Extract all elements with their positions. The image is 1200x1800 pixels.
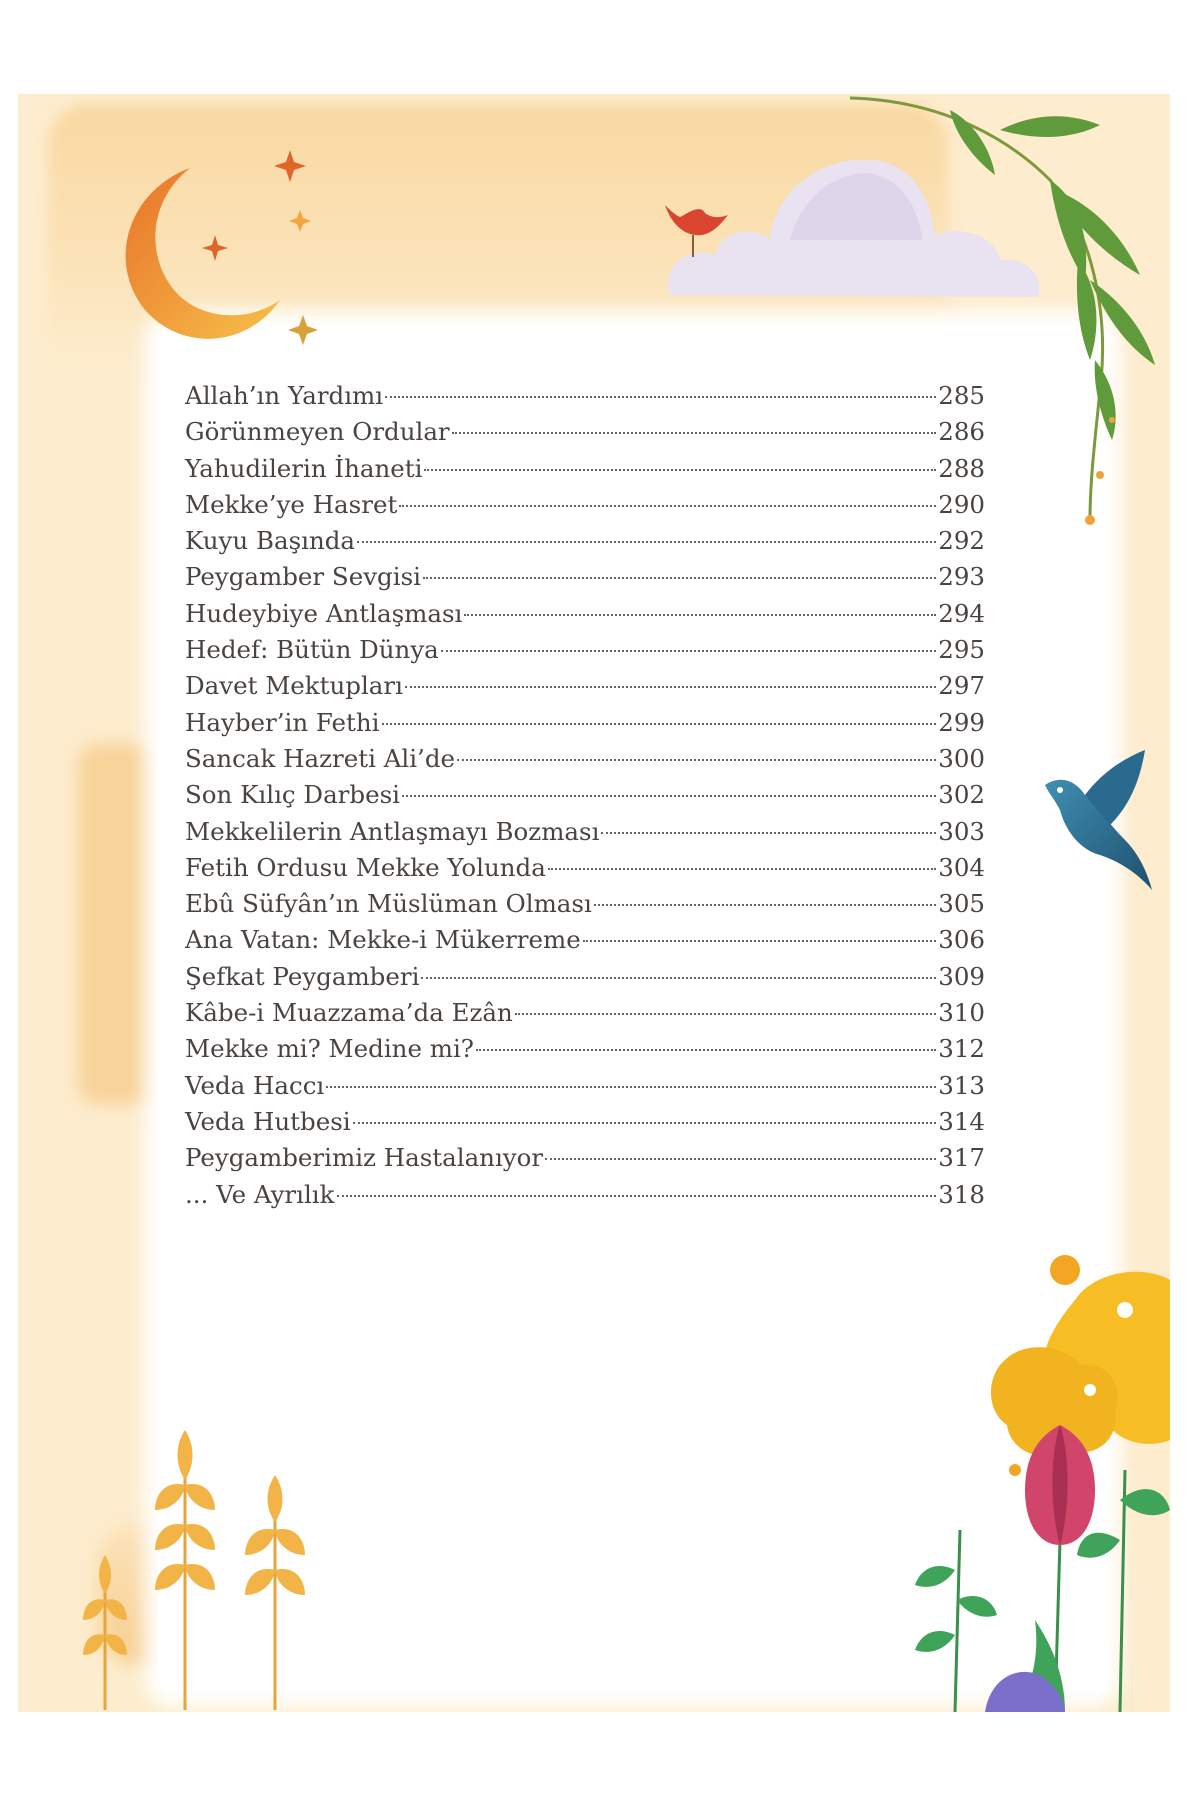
wheat-stalks-icon [75,1430,325,1710]
table-of-contents [185,378,985,1213]
toc-entry-page: 288 [938,453,985,483]
toc-entry-title: Kâbe-i Muazzama’da Ezân [185,998,513,1028]
toc-entry[interactable] [185,1140,985,1176]
toc-entry-page: 309 [938,961,985,991]
toc-entry-title: ... Ve Ayrılık [185,1179,335,1209]
toc-entry[interactable] [185,959,985,995]
toc-entry-page: 290 [938,489,985,519]
toc-entry-page: 317 [938,1143,985,1173]
toc-entry[interactable] [185,777,985,813]
toc-dot-leader [337,1195,937,1197]
toc-entry-title: Veda Hutbesi [185,1106,351,1136]
toc-dot-leader [464,614,936,616]
toc-dot-leader [382,723,937,725]
toc-dot-leader [405,686,936,688]
toc-entry[interactable] [185,995,985,1031]
toc-entry[interactable] [185,632,985,668]
toc-entry[interactable] [185,741,985,777]
toc-dot-leader [594,904,936,906]
toc-dot-leader [601,832,936,834]
toc-entry[interactable] [185,523,985,559]
watercolor-wash-left [78,744,158,1104]
toc-entry-page: 304 [938,852,985,882]
toc-dot-leader [357,541,936,543]
toc-dot-leader [583,940,937,942]
toc-entry-title: Hayber’in Fethi [185,707,380,737]
toc-entry-title: Peygamber Sevgisi [185,562,421,592]
toc-entry-page: 318 [938,1179,985,1209]
toc-entry[interactable] [185,886,985,922]
toc-entry-title: Ana Vatan: Mekke-i Mükerreme [185,925,581,955]
toc-entry[interactable] [185,668,985,704]
toc-entry-title: Mekkelilerin Antlaşmayı Bozması [185,816,600,846]
toc-entry-title: Allah’ın Yardımı [185,381,384,410]
toc-dot-leader [421,977,936,979]
toc-dot-leader [399,505,936,507]
toc-dot-leader [457,759,936,761]
toc-entry-page: 306 [938,925,985,955]
toc-dot-leader [548,868,936,870]
toc-entry-page: 295 [938,635,985,665]
toc-entry-page: 297 [938,671,985,701]
blue-bird-icon [1040,750,1155,900]
toc-entry[interactable] [185,850,985,886]
toc-entry-title: Hudeybiye Antlaşması [185,598,463,628]
toc-entry-page: 303 [938,816,985,846]
toc-dot-leader [326,1086,936,1088]
toc-entry[interactable] [185,451,985,487]
toc-dot-leader [476,1049,936,1051]
toc-dot-leader [402,795,936,797]
toc-entry-title: Hedef: Bütün Dünya [185,635,439,665]
star-icon [202,150,306,261]
toc-entry-page: 300 [938,743,985,773]
toc-entry-title: Peygamberimiz Hastalanıyor [185,1143,544,1173]
flowers-icon [915,1240,1170,1712]
toc-entry-title: Görünmeyen Ordular [185,417,450,447]
toc-entry-page: 312 [938,1034,985,1064]
toc-dot-leader [424,469,936,471]
toc-entry[interactable] [185,814,985,850]
toc-entry[interactable] [185,487,985,523]
toc-entry-title: Mekke mi? Medine mi? [185,1034,474,1064]
toc-entry[interactable] [185,596,985,632]
toc-entry-title: Kuyu Başında [185,526,356,556]
toc-entry-title: Veda Haccı [185,1070,325,1100]
toc-entry-page: 293 [938,562,985,592]
toc-entry-title: Ebû Süfyân’ın Müslüman Olması [185,889,592,919]
toc-dot-leader [353,1122,937,1124]
toc-entry-title: Davet Mektupları [185,671,403,701]
red-bird-icon [660,195,730,265]
toc-entry[interactable] [185,1068,985,1104]
toc-entry[interactable] [185,705,985,741]
toc-entry-title: Sancak Hazreti Ali’de [185,743,456,773]
toc-entry-page: 314 [938,1106,985,1136]
toc-entry-title: Son Kılıç Darbesi [185,780,400,810]
toc-entry-page: 302 [938,780,985,810]
toc-entry-title: Fetih Ordusu Mekke Yolunda [185,852,546,882]
toc-entry-title: Şefkat Peygamberi [185,961,420,991]
toc-dot-leader [452,432,937,434]
toc-entry-page: 305 [938,889,985,919]
toc-dot-leader [515,1013,936,1015]
toc-entry-page: 313 [938,1070,985,1100]
toc-dot-leader [385,396,936,398]
toc-entry[interactable] [185,559,985,595]
toc-entry-page: 292 [938,526,985,556]
toc-entry[interactable] [185,378,985,414]
toc-dot-leader [545,1158,936,1160]
toc-dot-leader [441,650,936,652]
toc-entry[interactable] [185,1104,985,1140]
toc-entry-page: 299 [938,707,985,737]
crescent-moon-icon [95,150,325,360]
toc-entry[interactable] [185,414,985,450]
toc-entry[interactable] [185,1177,985,1213]
toc-entry[interactable] [185,1031,985,1067]
toc-entry-page: 285 [938,381,985,410]
toc-entry[interactable] [185,922,985,958]
toc-entry-page: 286 [938,417,985,447]
toc-entry-title: Yahudilerin İhaneti [185,453,423,483]
toc-entry-page: 310 [938,998,985,1028]
toc-entry-title: Mekke’ye Hasret [185,489,398,519]
toc-entry-page: 294 [938,598,985,628]
toc-dot-leader [423,577,936,579]
